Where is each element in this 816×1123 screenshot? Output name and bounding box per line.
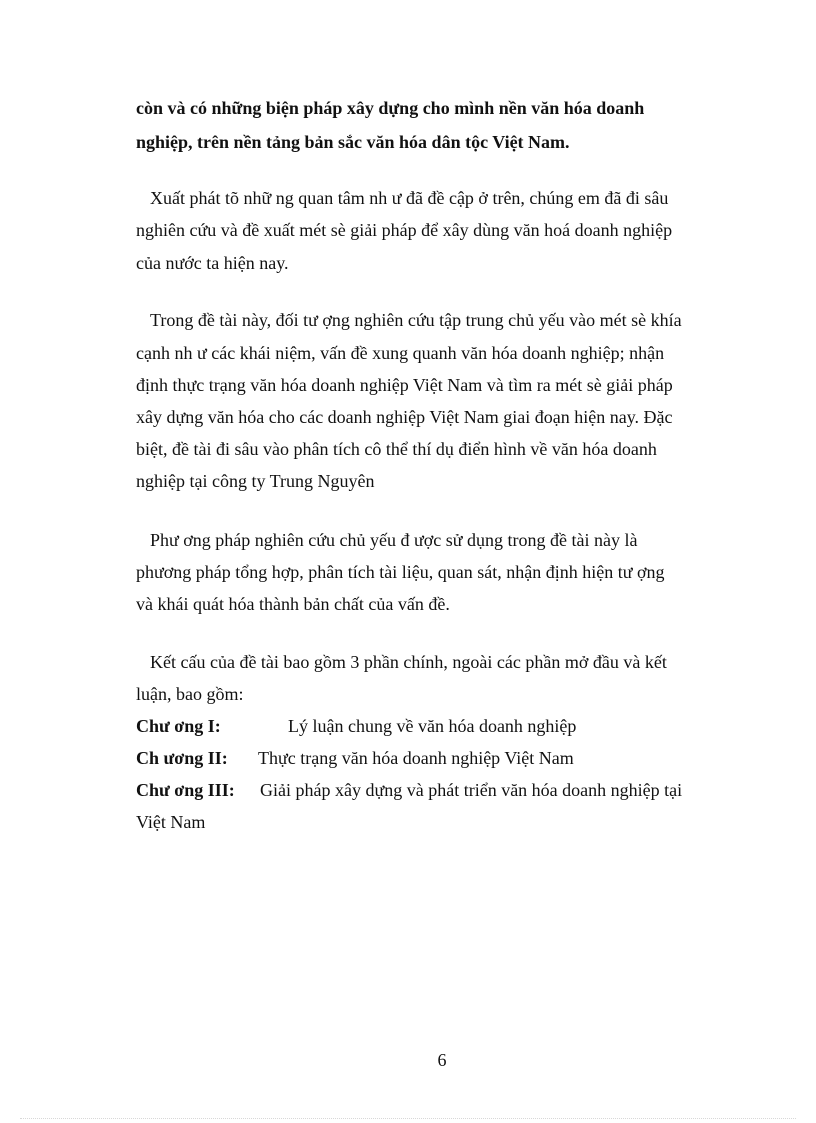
- page-bottom-divider: [20, 1118, 796, 1119]
- para4-line-2: luận, bao gồm:: [136, 684, 244, 704]
- chapter-3-continuation: Việt Nam: [136, 812, 206, 832]
- para3-line-1: Phư ơng pháp nghiên cứu chủ yếu đ ược sử dụng trong đề tài này là: [150, 530, 638, 550]
- chapter-label: Ch ương II:: [136, 748, 228, 768]
- chapter-label: Chư ơng I:: [136, 716, 221, 736]
- intro-line-1: còn và có những biện pháp xây dựng cho mình nền văn hóa doanh: [136, 98, 645, 118]
- chapter-item: [136, 778, 682, 802]
- chapter-title: Lý luận chung về văn hóa doanh nghiệp: [288, 716, 577, 736]
- para4-line-1: Kết cấu của đề tài bao gồm 3 phần chính, ngoài các phần mở đầu và kết: [150, 652, 667, 672]
- para2-line-3: định thực trạng văn hóa doanh nghiệp Việt Nam và tìm ra mét sè giải pháp: [136, 375, 673, 395]
- para2-line-6: nghiệp tại công ty Trung Nguyên: [136, 471, 375, 491]
- chapter-item: [136, 714, 576, 738]
- intro-line-2: nghiệp, trên nền tảng bản sắc văn hóa dân tộc Việt Nam.: [136, 132, 570, 152]
- para3-line-3: và khái quát hóa thành bản chất của vấn đề.: [136, 594, 450, 614]
- para2-line-1: Trong đề tài này, đối tư ợng nghiên cứu tập trung chủ yếu vào mét sè khía: [150, 310, 682, 330]
- page-number: 6: [437, 1050, 447, 1070]
- para1-line-2: nghiên cứu và đề xuất mét sè giải pháp để xây dùng văn hoá doanh nghiệp: [136, 220, 673, 240]
- para1-line-3: của nước ta hiện nay.: [136, 253, 289, 273]
- para2-line-4: xây dựng văn hóa cho các doanh nghiệp Việt Nam giai đoạn hiện nay. Đặc: [136, 407, 673, 427]
- para1-line-1: Xuất phát tõ nhữ ng quan tâm nh ư đã đề cập ở trên, chúng em đã đi sâu: [150, 188, 669, 208]
- chapter-item: [136, 746, 574, 770]
- para2-line-2: cạnh nh ư các khái niệm, vấn đề xung quanh văn hóa doanh nghiệp; nhận: [136, 343, 665, 363]
- chapter-title: Thực trạng văn hóa doanh nghiệp Việt Nam: [258, 748, 574, 768]
- chapter-label: Chư ơng III:: [136, 780, 235, 800]
- chapter-title: Giải pháp xây dựng và phát triển văn hóa doanh nghiệp tại: [260, 780, 683, 800]
- para2-line-5: biệt, đề tài đi sâu vào phân tích cô thể thí dụ điển hình về văn hóa doanh: [136, 439, 657, 459]
- para3-line-2: phương pháp tổng hợp, phân tích tài liệu, quan sát, nhận định hiện tư ợng: [136, 562, 665, 582]
